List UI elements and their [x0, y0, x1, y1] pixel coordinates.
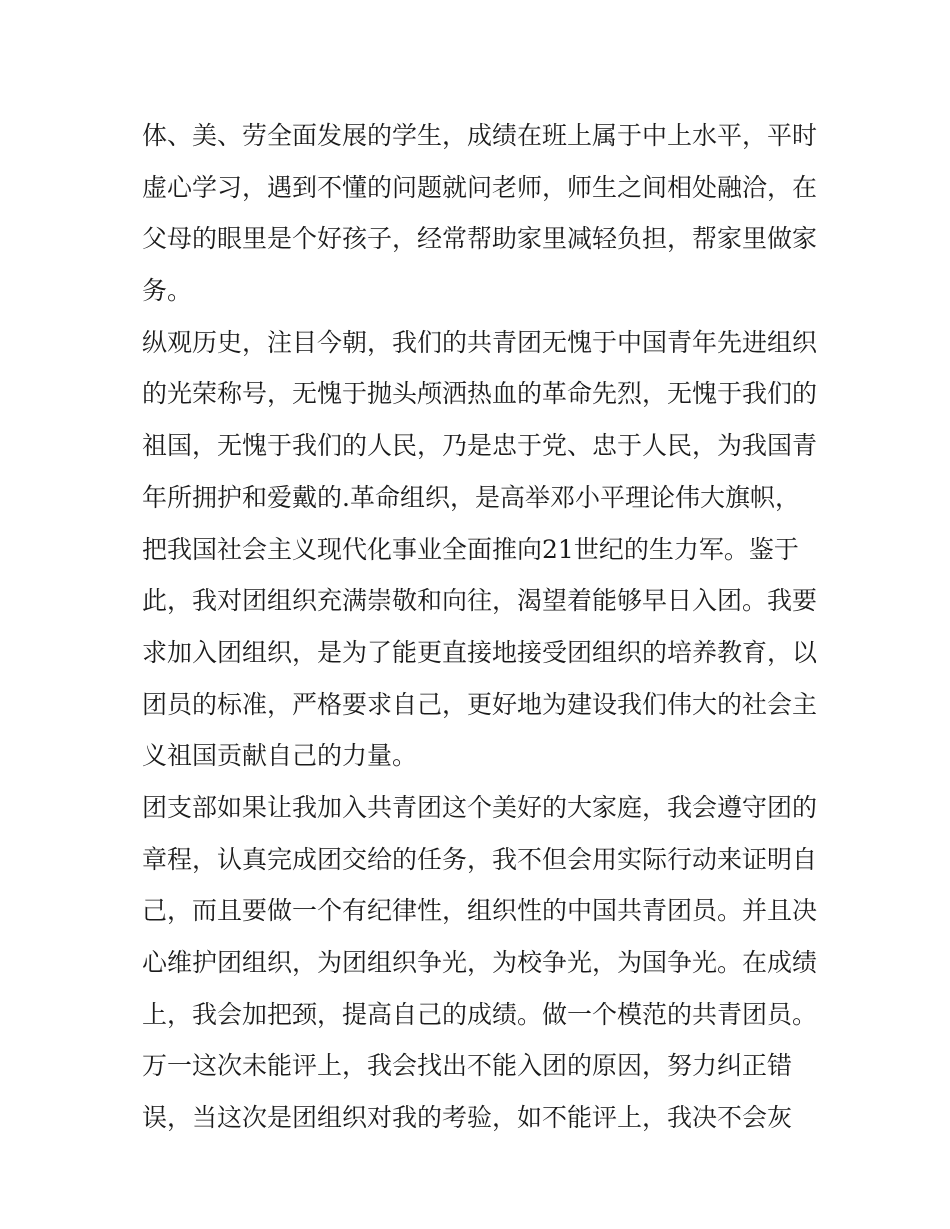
text-line: 义祖国贡献自己的力量。 — [142, 741, 418, 771]
text-line: 上，我会加把颈，提高自己的成绩。做一个模范的共青团员。 — [142, 999, 818, 1029]
text-line: 的光荣称号，无愧于抛头颅洒热血的革命先烈，无愧于我们的 — [142, 379, 818, 409]
text-line: 父母的眼里是个好孩子，经常帮助家里减轻负担，帮家里做家 — [142, 224, 818, 254]
document-body — [142, 110, 822, 1144]
text-line: 虚心学习，遇到不懂的问题就问老师，师生之间相处融洽，在 — [142, 172, 818, 202]
text-line: 把我国社会主义现代化事业全面推向21世纪的生力军。鉴于 — [142, 534, 799, 564]
text-line: 章程，认真完成团交给的任务，我不但会用实际行动来证明自 — [142, 844, 818, 874]
text-line: 祖国，无愧于我们的人民，乃是忠于党、忠于人民，为我国青 — [142, 431, 818, 461]
text-line: 求加入团组织，是为了能更直接地接受团组织的培养教育，以 — [142, 637, 818, 667]
text-line: 此，我对团组织充满崇敬和向往，渴望着能够早日入团。我要 — [142, 586, 818, 616]
text-line: 年所拥护和爱戴的.革命组织，是高举邓小平理论伟大旗帜， — [142, 482, 800, 512]
text-line: 纵观历史，注目今朝，我们的共青团无愧于中国青年先进组织 — [142, 327, 818, 357]
text-line: 心维护团组织，为团组织争光，为校争光，为国争光。在成绩 — [142, 948, 818, 977]
text-line: 误，当这次是团组织对我的考验，如不能评上，我决不会灰 — [142, 1103, 793, 1133]
text-line: 团支部如果让我加入共青团这个美好的大家庭，我会遵守团的 — [142, 792, 818, 822]
text-line: 务。 — [142, 276, 193, 306]
text-line: 己，而且要做一个有纪律性，组织性的中国共青团员。并且决 — [142, 896, 818, 926]
text-line: 体、美、劳全面发展的学生，成绩在班上属于中上水平，平时 — [142, 121, 818, 150]
text-line: 万一这次未能评上，我会找出不能入团的原因，努力纠正错 — [142, 1051, 793, 1081]
text-line: 团员的标准，严格要求自己，更好地为建设我们伟大的社会主 — [142, 689, 818, 719]
